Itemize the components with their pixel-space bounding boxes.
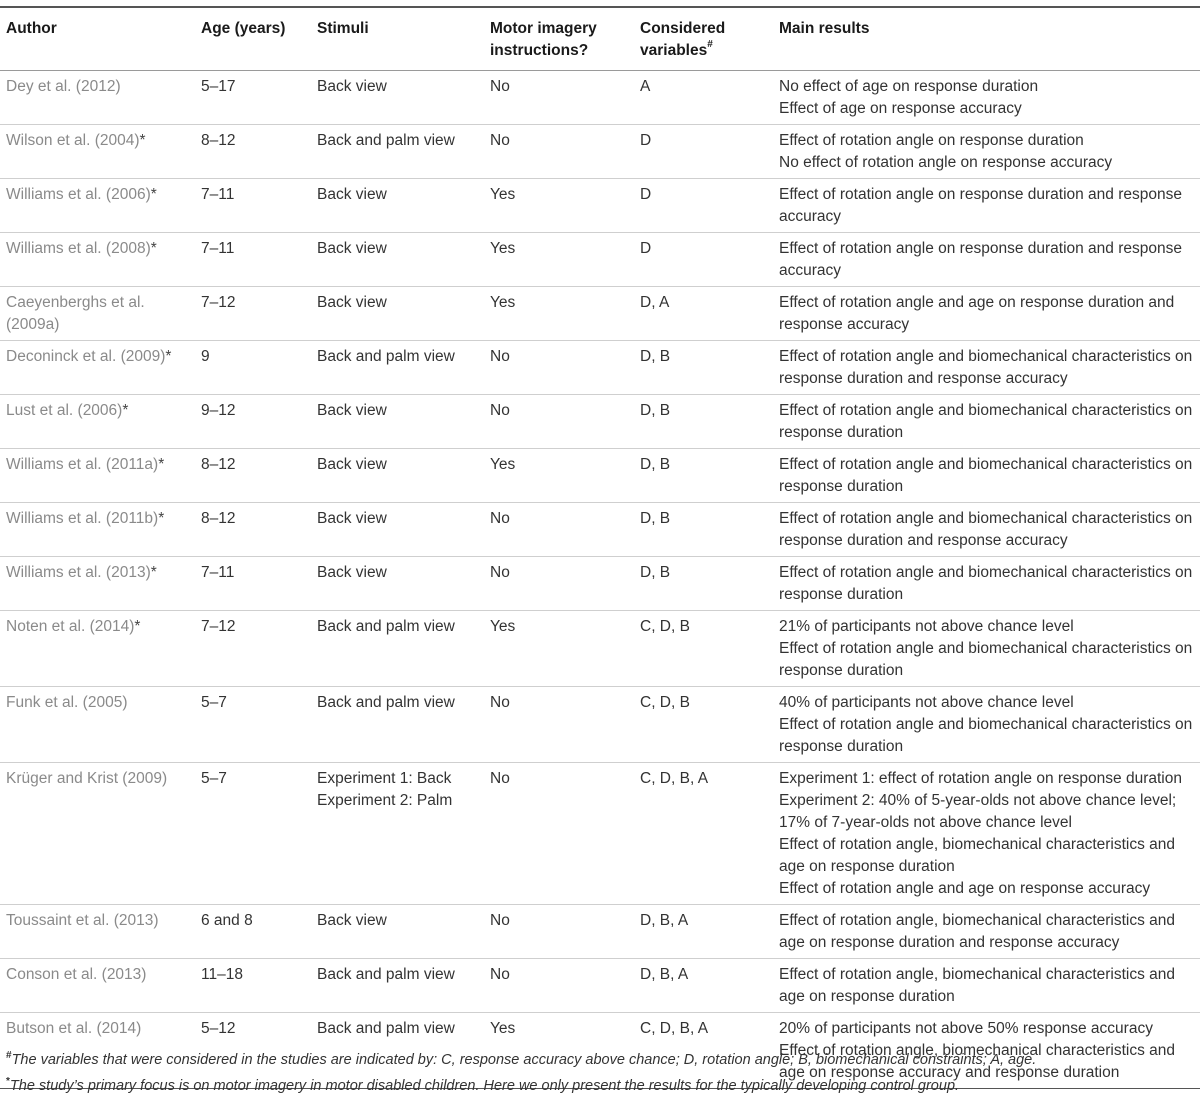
cell-age: 7–12	[193, 611, 309, 687]
cell-author	[0, 341, 193, 395]
cell-stimuli	[309, 233, 482, 287]
cell-results	[771, 233, 1200, 287]
cell-author	[0, 395, 193, 449]
table-row	[0, 611, 1200, 687]
stimuli-line: Back and palm view	[317, 966, 455, 983]
author-name[interactable]: Conson et al. (	[6, 966, 107, 983]
result-line: 20% of participants not above 50% response accuracy	[779, 1020, 1153, 1037]
cell-stimuli	[309, 763, 482, 905]
stimuli-line: Back view	[317, 78, 387, 95]
stimuli-line: Back and palm view	[317, 132, 455, 149]
footnotes	[6, 1045, 1196, 1097]
cell-author	[0, 287, 193, 341]
cell-author	[0, 449, 193, 503]
cell-results	[771, 503, 1200, 557]
author-name[interactable]: Toussaint et al. (	[6, 912, 119, 929]
cell-variables: D, B, A	[632, 905, 771, 959]
cell-variables: C, D, B	[632, 611, 771, 687]
author-close: )	[160, 348, 166, 365]
cell-variables: C, D, B, A	[632, 763, 771, 905]
cell-results	[771, 125, 1200, 179]
header-considered-variables	[632, 7, 771, 71]
cell-motor-imagery: No	[482, 959, 632, 1013]
cell-stimuli	[309, 341, 482, 395]
result-line: Effect of age on response accuracy	[779, 100, 1022, 117]
author-close: )	[145, 240, 151, 257]
cell-results	[771, 959, 1200, 1013]
cell-age: 9	[193, 341, 309, 395]
footnote-star: *	[150, 186, 157, 203]
result-line: Effect of rotation angle and biomechanical characteristics on response duration	[779, 716, 1193, 755]
table-row	[0, 449, 1200, 503]
stimuli-line: Back view	[317, 240, 387, 257]
author-name[interactable]: Williams et al. (	[6, 564, 112, 581]
author-year-link[interactable]: 2006	[111, 186, 146, 203]
cell-stimuli	[309, 503, 482, 557]
cell-motor-imagery: Yes	[482, 449, 632, 503]
cell-age: 8–12	[193, 449, 309, 503]
author-close: )	[136, 1020, 142, 1037]
footnote-star: *	[134, 618, 141, 635]
cell-author	[0, 687, 193, 763]
stimuli-line: Back and palm view	[317, 694, 455, 711]
stimuli-line: Back view	[317, 456, 387, 473]
cell-variables: C, D, B	[632, 687, 771, 763]
table-row	[0, 125, 1200, 179]
cell-author	[0, 959, 193, 1013]
cell-motor-imagery: No	[482, 341, 632, 395]
cell-results	[771, 395, 1200, 449]
footnote-star: *	[139, 132, 146, 149]
stimuli-line: Back view	[317, 186, 387, 203]
result-line: Experiment 1: effect of rotation angle on response duration	[779, 770, 1182, 787]
cell-motor-imagery: No	[482, 905, 632, 959]
cell-stimuli	[309, 959, 482, 1013]
result-line: No effect of age on response duration	[779, 78, 1039, 95]
cell-stimuli	[309, 557, 482, 611]
cell-results	[771, 449, 1200, 503]
author-year-link[interactable]: 2013	[106, 966, 142, 983]
cell-age: 7–12	[193, 287, 309, 341]
result-line: Effect of rotation angle on response duration and response accuracy	[779, 240, 1182, 279]
cell-author	[0, 905, 193, 959]
author-close: )	[122, 694, 128, 711]
cell-motor-imagery: No	[482, 71, 632, 125]
result-line: Effect of rotation angle, biomechanical characteristics and age on response duration	[779, 836, 1176, 875]
author-year-link[interactable]: 2004	[99, 132, 135, 149]
stimuli-line: Back view	[317, 294, 387, 311]
author-name[interactable]: Williams et al. (	[6, 186, 112, 203]
author-name[interactable]: Funk et al. (	[6, 694, 88, 711]
footnote-mark: *	[6, 1075, 10, 1087]
cell-age: 8–12	[193, 503, 309, 557]
result-line: Effect of rotation angle and biomechanical characteristics on response duration	[779, 402, 1193, 441]
result-line: Effect of rotation angle and age on response accuracy	[779, 880, 1151, 897]
table-header	[0, 7, 1200, 71]
footnote	[6, 1045, 1196, 1071]
cell-author	[0, 611, 193, 687]
author-close: )	[153, 456, 159, 473]
header-stimuli: Stimuli	[309, 7, 482, 71]
header-age: Age (years)	[193, 7, 309, 71]
cell-motor-imagery: No	[482, 687, 632, 763]
author-year-link[interactable]: 2005	[87, 694, 123, 711]
cell-motor-imagery: Yes	[482, 179, 632, 233]
cell-variables: D, B	[632, 341, 771, 395]
author-year-link[interactable]: 2009a	[11, 316, 55, 333]
author-name[interactable]: Wilson et al. (	[6, 132, 100, 149]
footnote-mark: #	[6, 1050, 12, 1061]
author-close: )	[141, 966, 147, 983]
author-close: )	[117, 402, 123, 419]
cell-stimuli	[309, 395, 482, 449]
stimuli-line: Experiment 2: Palm	[317, 792, 453, 809]
cell-motor-imagery: Yes	[482, 233, 632, 287]
author-name[interactable]: Krüger and Krist (	[6, 770, 128, 787]
cell-results	[771, 611, 1200, 687]
author-year-link[interactable]: 2008	[111, 240, 146, 257]
result-line: Effect of rotation angle and age on response duration and response accuracy	[779, 294, 1175, 333]
author-year-link[interactable]: 2012	[80, 78, 116, 95]
result-line: Effect of rotation angle and biomechanical characteristics on response duration and response accuracy	[779, 348, 1193, 387]
cell-age: 7–11	[193, 233, 309, 287]
header-main-results: Main results	[771, 7, 1200, 71]
cell-motor-imagery: Yes	[482, 1013, 632, 1089]
cell-age: 5–7	[193, 763, 309, 905]
cell-variables: D, B	[632, 503, 771, 557]
cell-age: 7–11	[193, 557, 309, 611]
table-row	[0, 905, 1200, 959]
cell-motor-imagery: Yes	[482, 287, 632, 341]
stimuli-line: Experiment 1: Back	[317, 770, 452, 787]
cell-variables: D, B	[632, 557, 771, 611]
cell-motor-imagery: No	[482, 557, 632, 611]
author-name[interactable]: Deconinck et al. (	[6, 348, 126, 365]
stimuli-line: Back and palm view	[317, 618, 455, 635]
studies-table	[0, 6, 1200, 1089]
author-name[interactable]: Caeyenberghs et al. (	[6, 294, 145, 333]
cell-stimuli	[309, 179, 482, 233]
cell-author	[0, 233, 193, 287]
author-close: )	[129, 618, 135, 635]
cell-age: 6 and 8	[193, 905, 309, 959]
cell-age: 8–12	[193, 125, 309, 179]
cell-variables: D	[632, 179, 771, 233]
cell-stimuli	[309, 287, 482, 341]
author-close: )	[115, 78, 121, 95]
author-name[interactable]: Noten et al. (	[6, 618, 95, 635]
cell-variables: A	[632, 71, 771, 125]
cell-variables: D, B	[632, 449, 771, 503]
table-row	[0, 179, 1200, 233]
header-motor-imagery: Motor imagery instructions?	[482, 7, 632, 71]
cell-motor-imagery: Yes	[482, 611, 632, 687]
cell-results	[771, 905, 1200, 959]
stimuli-line: Back view	[317, 564, 387, 581]
cell-variables: D	[632, 233, 771, 287]
result-line: Effect of rotation angle and biomechanical characteristics on response duration	[779, 640, 1193, 679]
cell-results	[771, 763, 1200, 905]
cell-age: 7–11	[193, 179, 309, 233]
author-name[interactable]: Lust et al. (	[6, 402, 83, 419]
footnote-text: The variables that were considered in the studies are indicated by: C, response accuracy above chance; D, rotation angle; B, biomechanical constraints; A, age.	[11, 1051, 1037, 1068]
stimuli-line: Back view	[317, 402, 387, 419]
cell-motor-imagery: No	[482, 125, 632, 179]
footnote-star: *	[165, 348, 172, 365]
stimuli-line: Back view	[317, 510, 387, 527]
author-close: )	[145, 186, 151, 203]
author-year-link[interactable]: 2009	[125, 348, 161, 365]
author-close: )	[153, 912, 159, 929]
table-row	[0, 959, 1200, 1013]
table-body	[0, 71, 1200, 1089]
cell-variables: C, D, B, A	[632, 1013, 771, 1089]
footnote-star: *	[122, 402, 129, 419]
result-line: Experiment 2: 40% of 5-year-olds not above chance level; 17% of 7-year-olds not above chance level	[779, 792, 1177, 831]
result-line: Effect of rotation angle and biomechanical characteristics on response duration	[779, 456, 1193, 495]
header-vars-label: Considered variables	[640, 20, 726, 59]
cell-results	[771, 687, 1200, 763]
author-name[interactable]: Williams et al. (	[6, 240, 112, 257]
header-author: Author	[0, 7, 193, 71]
footnote-star: *	[158, 456, 165, 473]
table-row	[0, 395, 1200, 449]
author-close: )	[161, 770, 168, 787]
stimuli-line: Back and palm view	[317, 1020, 455, 1037]
result-line: Effect of rotation angle on response duration	[779, 132, 1084, 149]
cell-motor-imagery: No	[482, 395, 632, 449]
author-year-link[interactable]: 2014	[101, 1020, 137, 1037]
author-year-link[interactable]: 2014	[94, 618, 130, 635]
cell-stimuli	[309, 449, 482, 503]
result-line: 40% of participants not above chance level	[779, 694, 1074, 711]
cell-motor-imagery: No	[482, 503, 632, 557]
author-year-link[interactable]: 2013	[118, 912, 154, 929]
cell-motor-imagery: No	[482, 763, 632, 905]
cell-stimuli	[309, 905, 482, 959]
table-row	[0, 557, 1200, 611]
table-row	[0, 687, 1200, 763]
result-line: Effect of rotation angle, biomechanical characteristics and age on response duration and response accuracy	[779, 912, 1176, 951]
cell-author	[0, 503, 193, 557]
cell-age: 5–12	[193, 1013, 309, 1089]
cell-stimuli	[309, 125, 482, 179]
author-close: )	[134, 132, 140, 149]
cell-author	[0, 71, 193, 125]
result-line: Effect of rotation angle and biomechanical characteristics on response duration	[779, 564, 1193, 603]
result-line: 21% of participants not above chance level	[779, 618, 1074, 635]
cell-stimuli	[309, 611, 482, 687]
cell-variables: D, B	[632, 395, 771, 449]
cell-author	[0, 557, 193, 611]
cell-author	[0, 125, 193, 179]
result-line: Effect of rotation angle and biomechanical characteristics on response duration and response accuracy	[779, 510, 1193, 549]
author-name[interactable]: Dey et al. (	[6, 78, 81, 95]
cell-variables: D, A	[632, 287, 771, 341]
table-row	[0, 341, 1200, 395]
author-name[interactable]: Butson et al. (	[6, 1020, 102, 1037]
footnote-text: The study’s primary focus is on motor imagery in motor disabled children. Here we only present the results for the typically developing control group.	[9, 1077, 960, 1094]
cell-stimuli	[309, 71, 482, 125]
table-row	[0, 763, 1200, 905]
table-row	[0, 233, 1200, 287]
cell-age: 5–17	[193, 71, 309, 125]
cell-variables: D, B, A	[632, 959, 771, 1013]
result-line: Effect of rotation angle, biomechanical characteristics and age on response accuracy and response duration	[779, 1042, 1176, 1081]
cell-results	[771, 71, 1200, 125]
author-year-link[interactable]: 2009	[127, 770, 162, 787]
author-close: )	[153, 510, 159, 527]
footnote-star: *	[158, 510, 165, 527]
author-name[interactable]: Williams et al. (	[6, 456, 112, 473]
cell-results	[771, 179, 1200, 233]
table-row	[0, 71, 1200, 125]
result-line: No effect of rotation angle on response accuracy	[779, 154, 1113, 171]
result-line: Effect of rotation angle on response duration and response accuracy	[779, 186, 1182, 225]
header-vars-mark: #	[707, 38, 713, 50]
table-row	[0, 287, 1200, 341]
cell-age: 11–18	[193, 959, 309, 1013]
footnote-star: *	[150, 240, 157, 257]
table-row	[0, 503, 1200, 557]
cell-results	[771, 557, 1200, 611]
author-close: )	[54, 316, 60, 333]
author-close: )	[145, 564, 151, 581]
cell-author	[0, 763, 193, 905]
cell-age: 5–7	[193, 687, 309, 763]
result-line: Effect of rotation angle, biomechanical characteristics and age on response duration	[779, 966, 1176, 1005]
author-name[interactable]: Williams et al. (	[6, 510, 112, 527]
footnote	[6, 1071, 1196, 1097]
author-year-link[interactable]: 2006	[82, 402, 118, 419]
cell-author	[0, 179, 193, 233]
cell-age: 9–12	[193, 395, 309, 449]
cell-stimuli	[309, 687, 482, 763]
stimuli-line: Back and palm view	[317, 348, 455, 365]
footnote-star: *	[150, 564, 157, 581]
author-year-link[interactable]: 2011b	[111, 510, 154, 527]
stimuli-line: Back view	[317, 912, 387, 929]
cell-results	[771, 287, 1200, 341]
cell-variables: D	[632, 125, 771, 179]
author-year-link[interactable]: 2013	[111, 564, 146, 581]
cell-results	[771, 341, 1200, 395]
author-year-link[interactable]: 2011a	[111, 456, 154, 473]
